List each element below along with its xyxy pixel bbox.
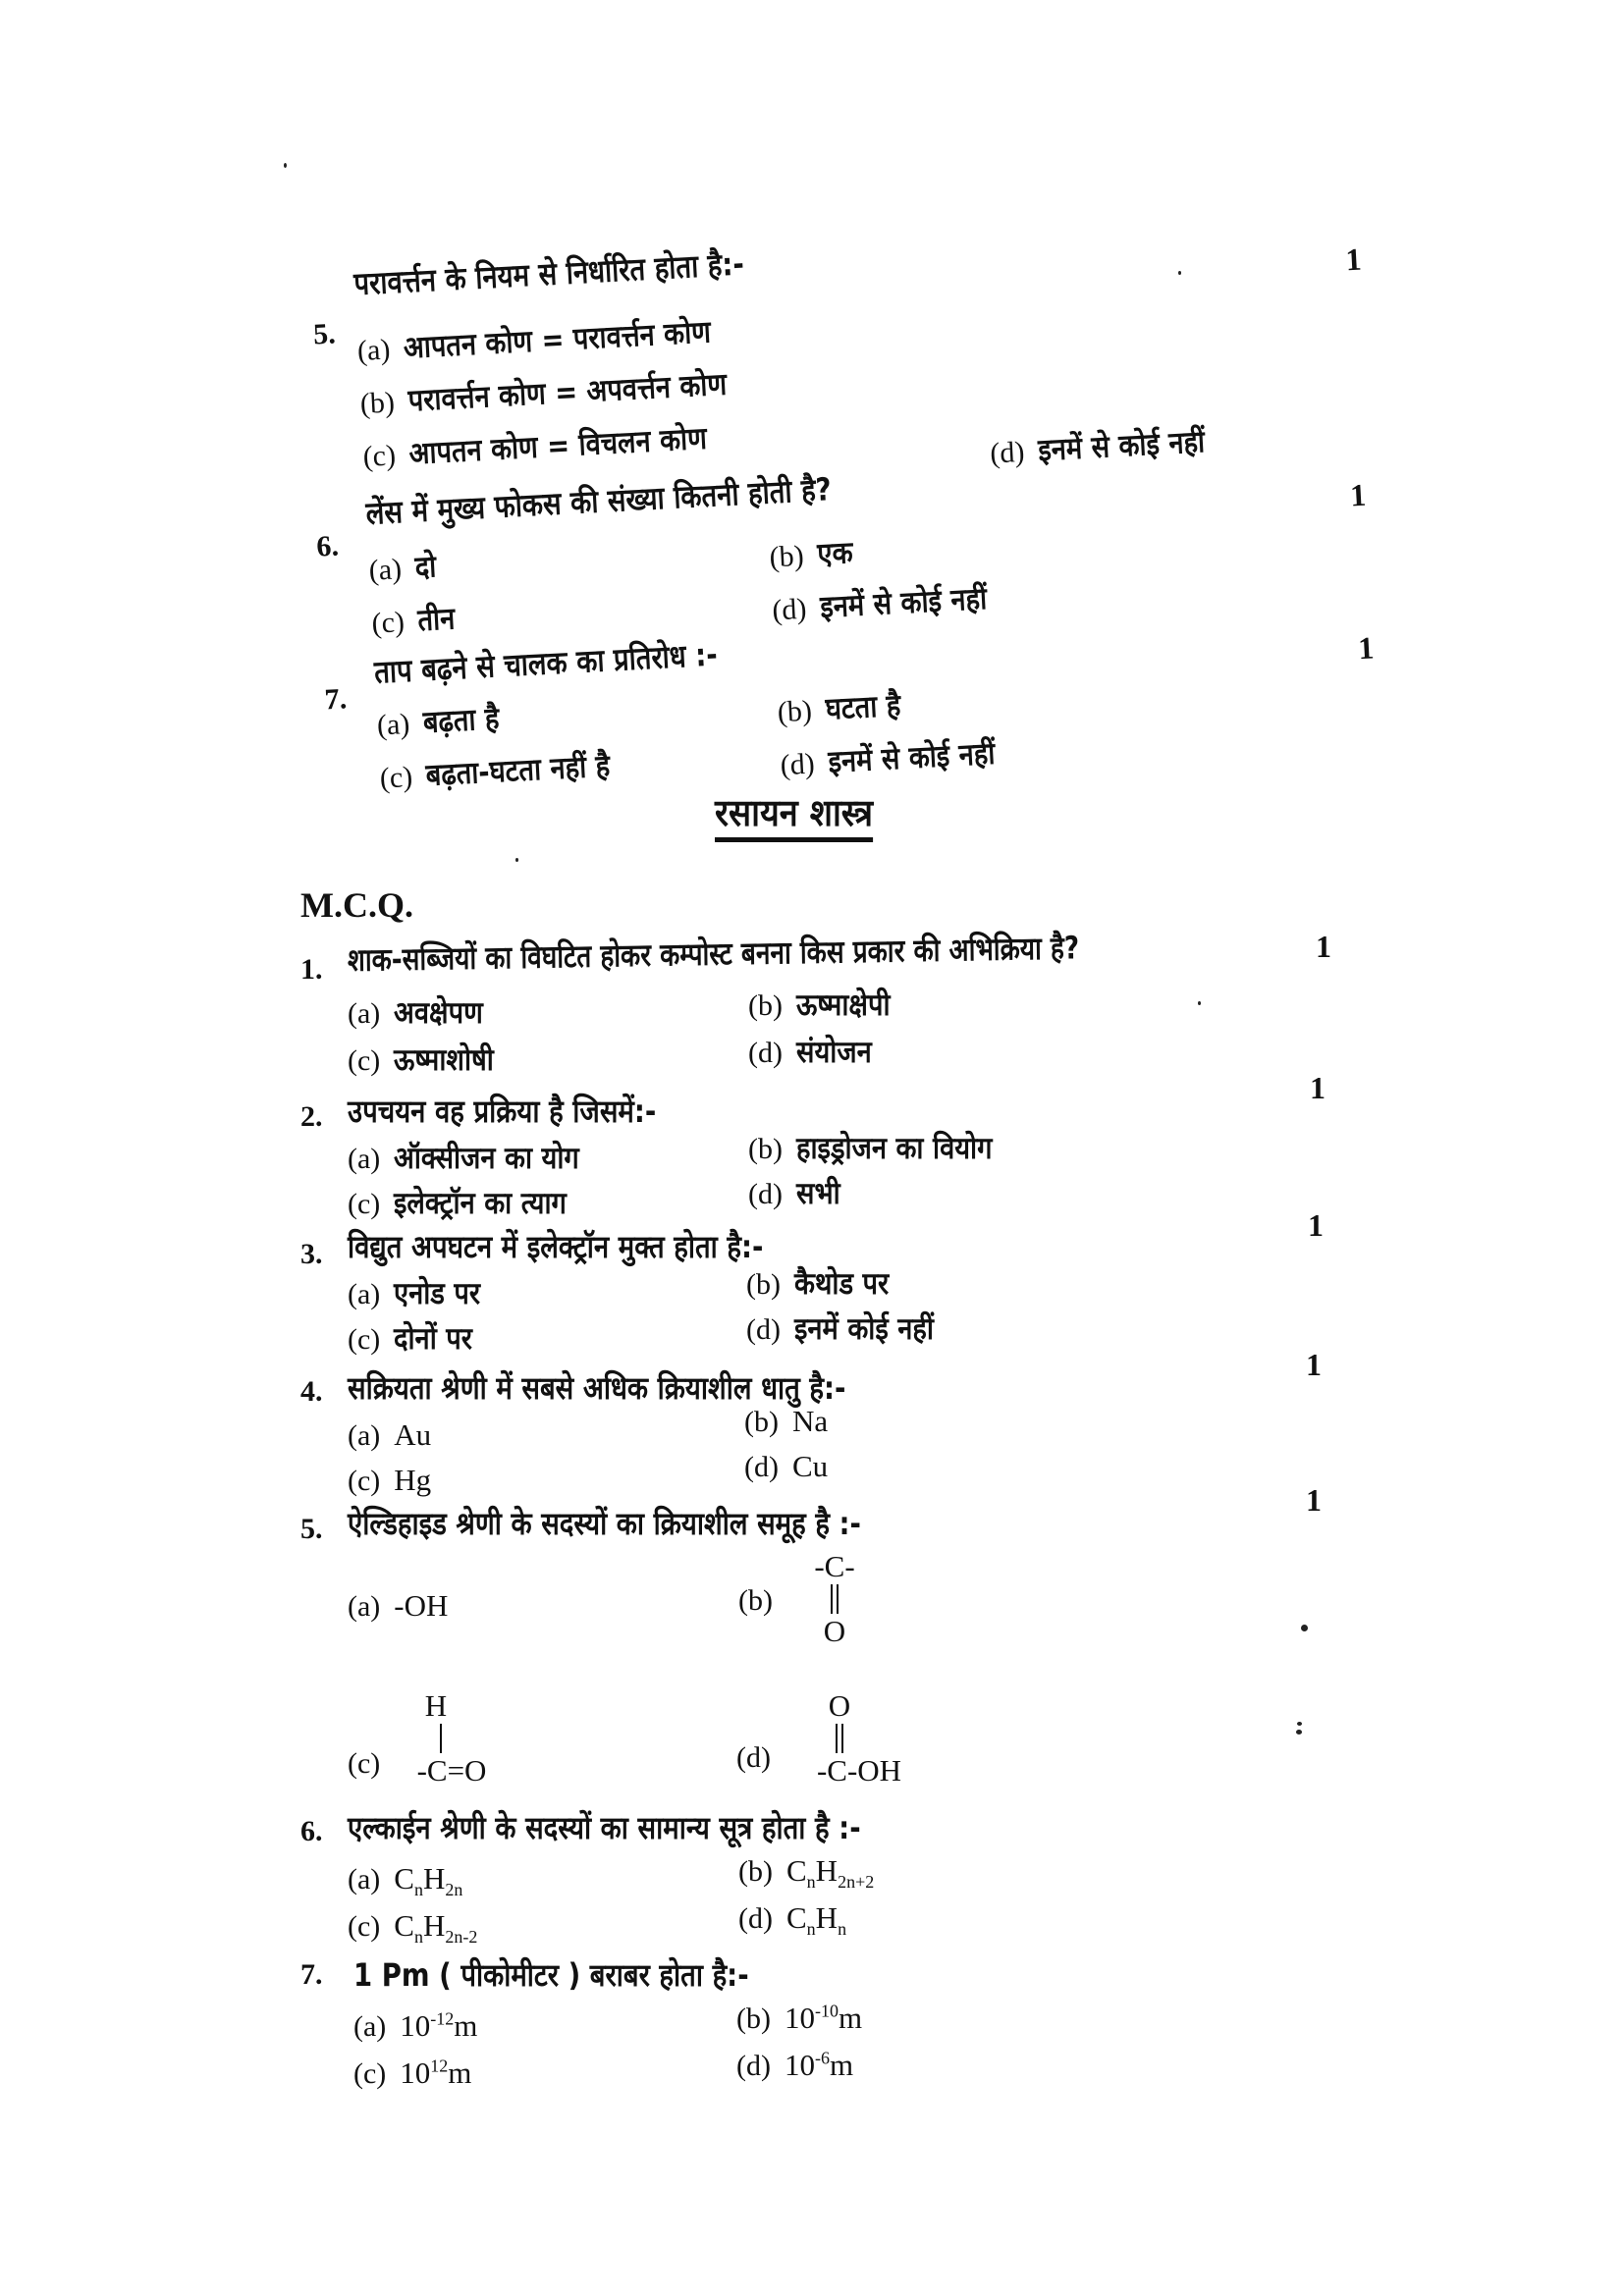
option-a xyxy=(348,1859,462,1899)
double-bond xyxy=(831,1584,839,1614)
option-text: इलेक्ट्रॉन का त्याग xyxy=(394,1186,568,1221)
option-label: (a) xyxy=(367,553,403,587)
option-label: (a) xyxy=(356,333,392,368)
option-label: (b) xyxy=(359,386,396,421)
option-b xyxy=(748,1129,1019,1169)
option-text: कैथोड पर xyxy=(793,1266,890,1302)
option-label: (a) xyxy=(348,997,381,1030)
structure-top: -C- xyxy=(814,1549,855,1583)
option-label: (d) xyxy=(746,1313,781,1346)
option-c xyxy=(348,1041,508,1081)
option-text: इनमें से कोई नहीं xyxy=(819,581,988,625)
option-label: (c) xyxy=(348,1747,381,1780)
structure-ketone xyxy=(795,1549,874,1649)
option-label: (d) xyxy=(744,1451,779,1483)
scan-artifact xyxy=(1198,1001,1201,1005)
option-a xyxy=(348,1586,448,1627)
formula: $C_nH_{2n}$ xyxy=(394,1861,463,1900)
power-of-ten: $10^{-6}m$ xyxy=(784,2048,854,2082)
option-label: (d) xyxy=(771,592,808,627)
structure-aldehyde xyxy=(393,1688,511,1789)
option-b xyxy=(738,1851,874,1892)
structure-bottom: -C=O xyxy=(416,1753,487,1788)
question-text: ताप बढ़ने से चालक का प्रतिरोध :- xyxy=(373,635,719,691)
option-text: बढ़ता है xyxy=(422,701,501,741)
question-marks: 1 xyxy=(1306,1482,1322,1518)
option-a xyxy=(348,1274,492,1314)
option-text: संयोजन xyxy=(795,1035,872,1070)
section-title-chemistry: रसायन शास्त्र xyxy=(715,790,873,842)
physics-section xyxy=(0,0,1624,830)
option-label: (b) xyxy=(768,539,805,574)
option-label: (d) xyxy=(738,1902,773,1935)
option-label: (d) xyxy=(736,2050,771,2082)
option-b xyxy=(769,533,859,578)
option-label: (c) xyxy=(348,1465,381,1497)
option-label: (c) xyxy=(348,1910,381,1943)
question-marks: 1 xyxy=(1344,240,1363,278)
option-c xyxy=(348,1184,590,1224)
option-text: इनमें से कोई नहीं xyxy=(827,735,997,780)
option-d xyxy=(746,1309,952,1350)
option-label: (b) xyxy=(746,1268,781,1301)
option-text: एक xyxy=(816,535,854,572)
option-label: (c) xyxy=(361,439,397,474)
option-label: (d) xyxy=(748,1037,783,1069)
formula: $C_nH_{2n+2}$ xyxy=(785,1853,875,1893)
question-text: शाक-सब्जियों का विघटित होकर कम्पोस्ट बनना किस प्रकार की अभिक्रिया है? xyxy=(347,929,1080,979)
question-text: लेंस में मुख्य फोकस की संख्या कितनी होती है? xyxy=(364,470,833,532)
option-d xyxy=(748,1174,846,1214)
option-c xyxy=(348,1743,394,1784)
option-c xyxy=(348,1461,431,1501)
question-text: ऐल्डिहाइड श्रेणी के सदस्यों का क्रियाशील समूह है :- xyxy=(348,1505,861,1542)
question-number: 3. xyxy=(300,1238,323,1270)
option-text: आपतन कोण = परावर्त्तन कोण xyxy=(403,314,713,366)
question-text: उपचयन वह प्रक्रिया है जिसमें:- xyxy=(348,1093,657,1130)
option-text: इनमें कोई नहीं xyxy=(793,1311,934,1347)
option-d xyxy=(780,733,1019,786)
option-text: अवक्षेपण xyxy=(394,995,484,1031)
option-b xyxy=(748,986,903,1026)
structure-top: H xyxy=(424,1688,448,1723)
mcq-heading: M.C.Q. xyxy=(300,885,413,925)
option-d xyxy=(736,1737,785,1778)
question-marks: 1 xyxy=(1308,1207,1324,1243)
question-number: 5. xyxy=(300,1513,323,1545)
option-b xyxy=(736,1999,862,2039)
option-text: दोनों पर xyxy=(394,1321,473,1357)
question-number: 7. xyxy=(300,1958,323,1991)
question-marks: 1 xyxy=(1316,929,1331,964)
question-number: 5. xyxy=(312,317,337,351)
option-label: (c) xyxy=(370,606,406,640)
option-d xyxy=(744,1447,828,1487)
scan-artifact xyxy=(1301,1625,1308,1631)
structure-bottom: O xyxy=(823,1614,846,1648)
option-a xyxy=(376,699,511,746)
option-text: Na xyxy=(791,1404,829,1438)
structure-bottom: -C-OH xyxy=(816,1753,902,1788)
option-text: ऊष्माशोषी xyxy=(394,1042,495,1078)
question-number: 1. xyxy=(300,953,323,986)
option-text: तीन xyxy=(416,601,457,639)
option-c xyxy=(371,599,461,644)
double-bond xyxy=(836,1724,843,1753)
option-label: (b) xyxy=(744,1406,779,1438)
option-label: (a) xyxy=(348,1863,381,1896)
question-marks: 1 xyxy=(1306,1347,1322,1382)
option-a xyxy=(368,547,441,591)
option-b xyxy=(738,1580,786,1621)
option-label: (b) xyxy=(748,1133,783,1165)
option-text: Hg xyxy=(394,1463,432,1497)
question-text: विद्युत अपघटन में इलेक्ट्रॉन मुक्त होता है:- xyxy=(348,1228,764,1265)
power-of-ten: $10^{12}m$ xyxy=(400,2056,472,2090)
structure-carboxylic xyxy=(795,1688,923,1789)
power-of-ten: $10^{-10}m$ xyxy=(784,2001,863,2035)
scan-artifact xyxy=(515,858,518,862)
option-label: (a) xyxy=(348,1590,381,1623)
option-text: Cu xyxy=(791,1449,829,1483)
option-c xyxy=(348,1319,483,1360)
question-number: 6. xyxy=(300,1815,323,1847)
option-c xyxy=(362,417,749,477)
question-text: एल्काईन श्रेणी के सदस्यों का सामान्य सूत्र होता है :- xyxy=(348,1809,861,1846)
formula: $C_nH_{2n-2}$ xyxy=(394,1908,478,1948)
option-d xyxy=(736,2046,853,2086)
option-label: (c) xyxy=(348,1044,381,1077)
option-label: (a) xyxy=(353,2010,387,2043)
option-label: (a) xyxy=(348,1419,381,1452)
option-d xyxy=(748,1033,882,1073)
option-label: (d) xyxy=(779,747,816,782)
question-marks: 1 xyxy=(1310,1070,1326,1105)
option-c xyxy=(353,2054,471,2094)
option-text: एनोड पर xyxy=(394,1276,481,1311)
formula: $C_nH_n$ xyxy=(785,1900,847,1940)
option-label: (b) xyxy=(748,989,783,1022)
option-a xyxy=(348,1139,605,1179)
question-marks: 1 xyxy=(1349,476,1368,513)
scan-artifact xyxy=(1178,271,1181,275)
option-label: (c) xyxy=(353,2057,387,2090)
option-label: (b) xyxy=(777,694,813,729)
option-text: सभी xyxy=(795,1176,840,1211)
option-b xyxy=(744,1402,828,1442)
question-text: परावर्त्तन के नियम से निर्धारित होता है:- xyxy=(352,244,745,303)
option-d xyxy=(771,578,1010,631)
option-d xyxy=(738,1898,846,1939)
option-text: Au xyxy=(394,1417,432,1452)
option-label: (a) xyxy=(376,707,411,742)
option-d xyxy=(989,421,1228,474)
option-a xyxy=(348,993,495,1034)
power-of-ten: $10^{-12}m$ xyxy=(400,2008,478,2043)
option-text: आपतन कोण = विचलन कोण xyxy=(407,420,709,472)
option-text: घटता है xyxy=(824,687,902,727)
question-marks: 1 xyxy=(1357,629,1376,667)
option-text: बढ़ता-घटता नहीं है xyxy=(425,748,612,794)
option-c xyxy=(348,1906,477,1947)
option-label: (a) xyxy=(348,1143,381,1175)
option-label: (d) xyxy=(748,1178,783,1210)
option-a xyxy=(348,1415,431,1456)
single-bond xyxy=(440,1724,442,1753)
option-label: (c) xyxy=(348,1188,381,1220)
option-text: परावर्त्तन कोण = अपवर्त्तन कोण xyxy=(406,366,728,419)
option-text: दो xyxy=(414,549,438,586)
option-c xyxy=(379,745,636,799)
option-label: (b) xyxy=(738,1855,773,1888)
question-number: 2. xyxy=(300,1100,323,1133)
option-label: (d) xyxy=(736,1741,771,1774)
option-label: (d) xyxy=(989,435,1026,470)
question-number: 6. xyxy=(315,529,340,563)
option-b xyxy=(746,1264,901,1305)
option-label: (c) xyxy=(379,760,413,795)
option-a xyxy=(353,2006,477,2047)
option-text: इनमें से कोई नहीं xyxy=(1037,424,1206,469)
option-b xyxy=(359,362,772,424)
option-text: ऑक्सीजन का योग xyxy=(394,1141,580,1176)
option-label: (c) xyxy=(348,1323,381,1356)
question-physics-5 xyxy=(0,0,1605,474)
structure-top: O xyxy=(828,1688,851,1723)
question-text: सक्रियता श्रेणी में सबसे अधिक क्रियाशील धातु है:- xyxy=(348,1369,846,1407)
option-a xyxy=(356,310,754,371)
option-b xyxy=(777,685,912,732)
option-label: (b) xyxy=(738,1584,773,1617)
option-text: -OH xyxy=(394,1588,449,1623)
question-number: 4. xyxy=(300,1375,323,1408)
option-label: (b) xyxy=(736,2002,771,2035)
scan-artifact xyxy=(1296,1730,1302,1735)
question-number: 7. xyxy=(323,682,348,717)
option-text: ऊष्माक्षेपी xyxy=(795,988,891,1023)
scan-artifact xyxy=(1297,1722,1302,1726)
question-text: 1 Pm ( पीकोमीटर ) बराबर होता है:- xyxy=(353,1956,749,1994)
option-text: हाइड्रोजन का वियोग xyxy=(795,1131,993,1166)
option-label: (a) xyxy=(348,1278,381,1310)
scan-artifact xyxy=(284,163,287,168)
